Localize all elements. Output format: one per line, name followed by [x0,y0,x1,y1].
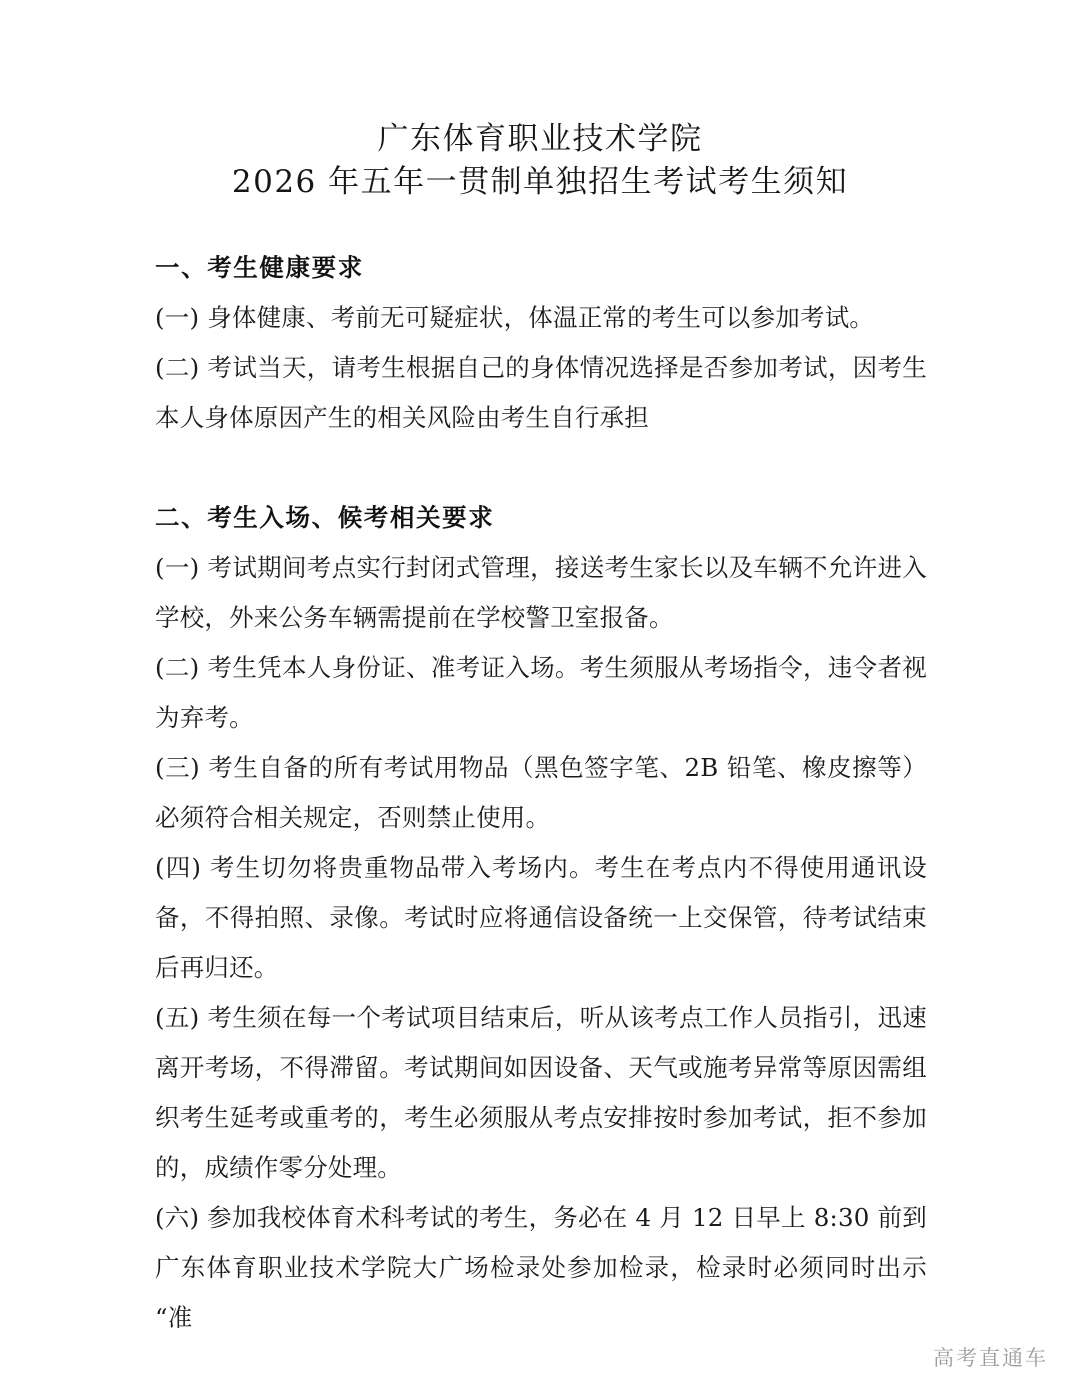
section-1-item-2: (二) 考试当天，请考生根据自己的身体情况选择是否参加考试，因考生本人身体原因产生的相关风险由考生自行承担 [155,353,927,432]
section-2-item-6: (六) 参加我校体育术科考试的考生，务必在 4 月 12 日早上 8:30 前到广东体育职业技术学院大广场检录处参加检录，检录时必须同时出示“准 [155,1203,927,1332]
footer-watermark: 高考直通车 [933,1346,1048,1370]
document-body [155,243,927,1343]
section-2-item-4: (四) 考生切勿将贵重物品带入考场内。考生在考点内不得使用通讯设备，不得拍照、录像。考试时应将通信设备统一上交保管，待考试结束后再归还。 [155,853,927,982]
section-2-item-2: (二) 考生凭本人身份证、准考证入场。考生须服从考场指令，违令者视为弃考。 [155,653,927,732]
section-health-requirements [155,243,927,443]
section-2-item-5: (五) 考生须在每一个考试项目结束后，听从该考点工作人员指引，迅速离开考场，不得滞留。考试期间如因设备、天气或施考异常等原因需组织考生延考或重考的，考生必须服从考点安排按时参加考试，拒不参加的，成绩作零分处理。 [155,1003,927,1182]
section-2-item-3: (三) 考生自备的所有考试用物品（黑色签字笔、2B 铅笔、橡皮擦等）必须符合相关规定，否则禁止使用。 [155,753,927,832]
section-heading-1: 一、考生健康要求 [155,253,364,282]
section-1-item-1: (一) 身体健康、考前无可疑症状，体温正常的考生可以参加考试。 [155,303,875,332]
section-entry-and-waiting-requirements [155,493,927,1343]
document-title [0,118,1080,204]
section-gap-spacer [155,443,927,493]
section-heading-2: 二、考生入场、候考相关要求 [155,503,495,532]
title-line-subject: 2026 年五年一贯制单独招生考试考生须知 [231,164,849,200]
title-line-institution: 广东体育职业技术学院 [377,121,703,157]
section-2-item-1: (一) 考试期间考点实行封闭式管理，接送考生家长以及车辆不允许进入学校，外来公务车辆需提前在学校警卫室报备。 [155,553,927,632]
